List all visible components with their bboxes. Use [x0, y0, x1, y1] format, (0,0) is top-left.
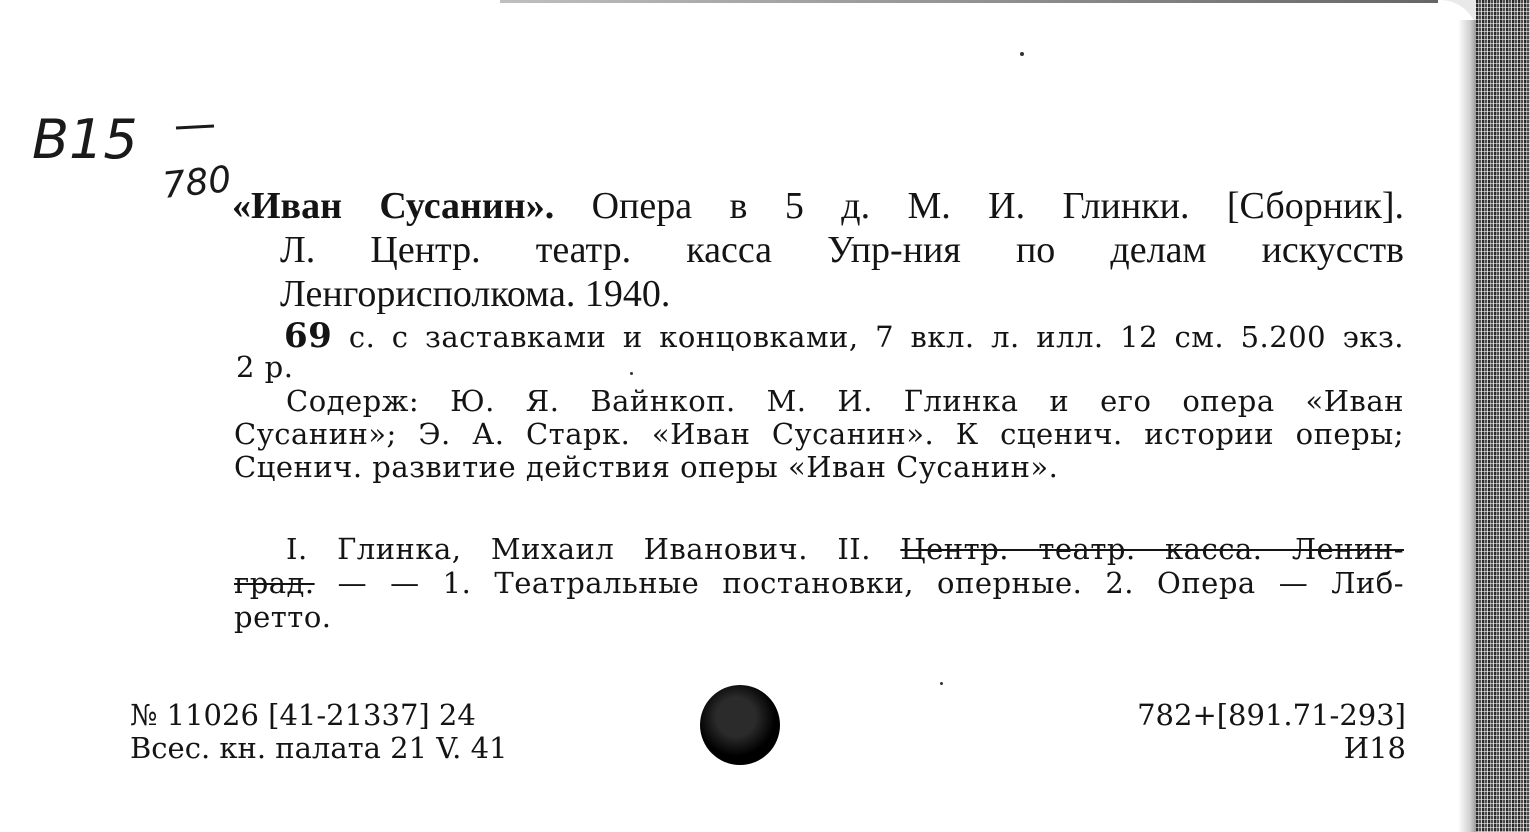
card-number: № 11026 [41-21337] 24	[130, 698, 476, 732]
publisher-line: Л. Центр. театр. касса Упр-ния по делам искусств	[280, 229, 1404, 271]
physical-description	[284, 316, 1404, 356]
card-edge-shadow	[1458, 20, 1478, 832]
contents-text-2: Сусанин»; Э. А. Старк. «Иван Сусанин». К сценич. истории оперы;	[234, 417, 1404, 451]
tracings-line-3: ретто.	[234, 600, 332, 634]
tracings-subjects: — — 1. Театральные постановки, оперные. 2. Опера — Либ-	[314, 566, 1404, 600]
tracings-line-1	[286, 532, 1404, 566]
contents-line-1	[286, 384, 1404, 418]
pages-count: 69	[284, 316, 333, 356]
tracings-line-2	[234, 566, 1404, 600]
speck	[1020, 52, 1024, 56]
handwritten-shelf-mark-bottom: 780	[160, 158, 234, 207]
title-bold: «Иван Сусанин».	[232, 185, 555, 227]
speck	[630, 372, 633, 375]
title-line-3: Ленгорисполкома. 1940.	[280, 273, 671, 315]
book-chamber: Всес. кн. палата 21 V. 41	[130, 731, 508, 765]
title-line-2	[280, 228, 1404, 272]
title-line-1	[232, 184, 1404, 228]
physical-description-text: с. с заставками и концовками, 7 вкл. л. илл. 12 см. 5.200 экз.	[348, 320, 1405, 354]
tracings-struck-text: Центр. театр. касса. Ленин-	[900, 532, 1404, 566]
handwritten-dash	[176, 126, 214, 128]
price: 2 р.	[236, 350, 294, 384]
contents-line-2	[234, 417, 1404, 451]
author-mark: И18	[1343, 731, 1406, 765]
contents-text-1: Содерж: Ю. Я. Вайнкоп. М. И. Глинка и его опера «Иван	[286, 384, 1404, 418]
speck	[940, 682, 943, 685]
title-rest: Опера в 5 д. М. И. Глинки. [Сборник].	[554, 185, 1404, 227]
tracings-start: I. Глинка, Михаил Иванович. II.	[286, 532, 901, 566]
punch-hole	[700, 685, 780, 765]
contents-line-3: Сценич. развитие действия оперы «Иван Сусанин».	[234, 450, 1059, 484]
handwritten-shelf-mark	[28, 106, 248, 216]
classification-index: 782+[891.71-293]	[1137, 698, 1406, 732]
scan-edge-strip	[1476, 0, 1530, 832]
tracings-struck-city: град.	[234, 566, 315, 600]
handwritten-shelf-mark-top: B15	[32, 108, 138, 171]
